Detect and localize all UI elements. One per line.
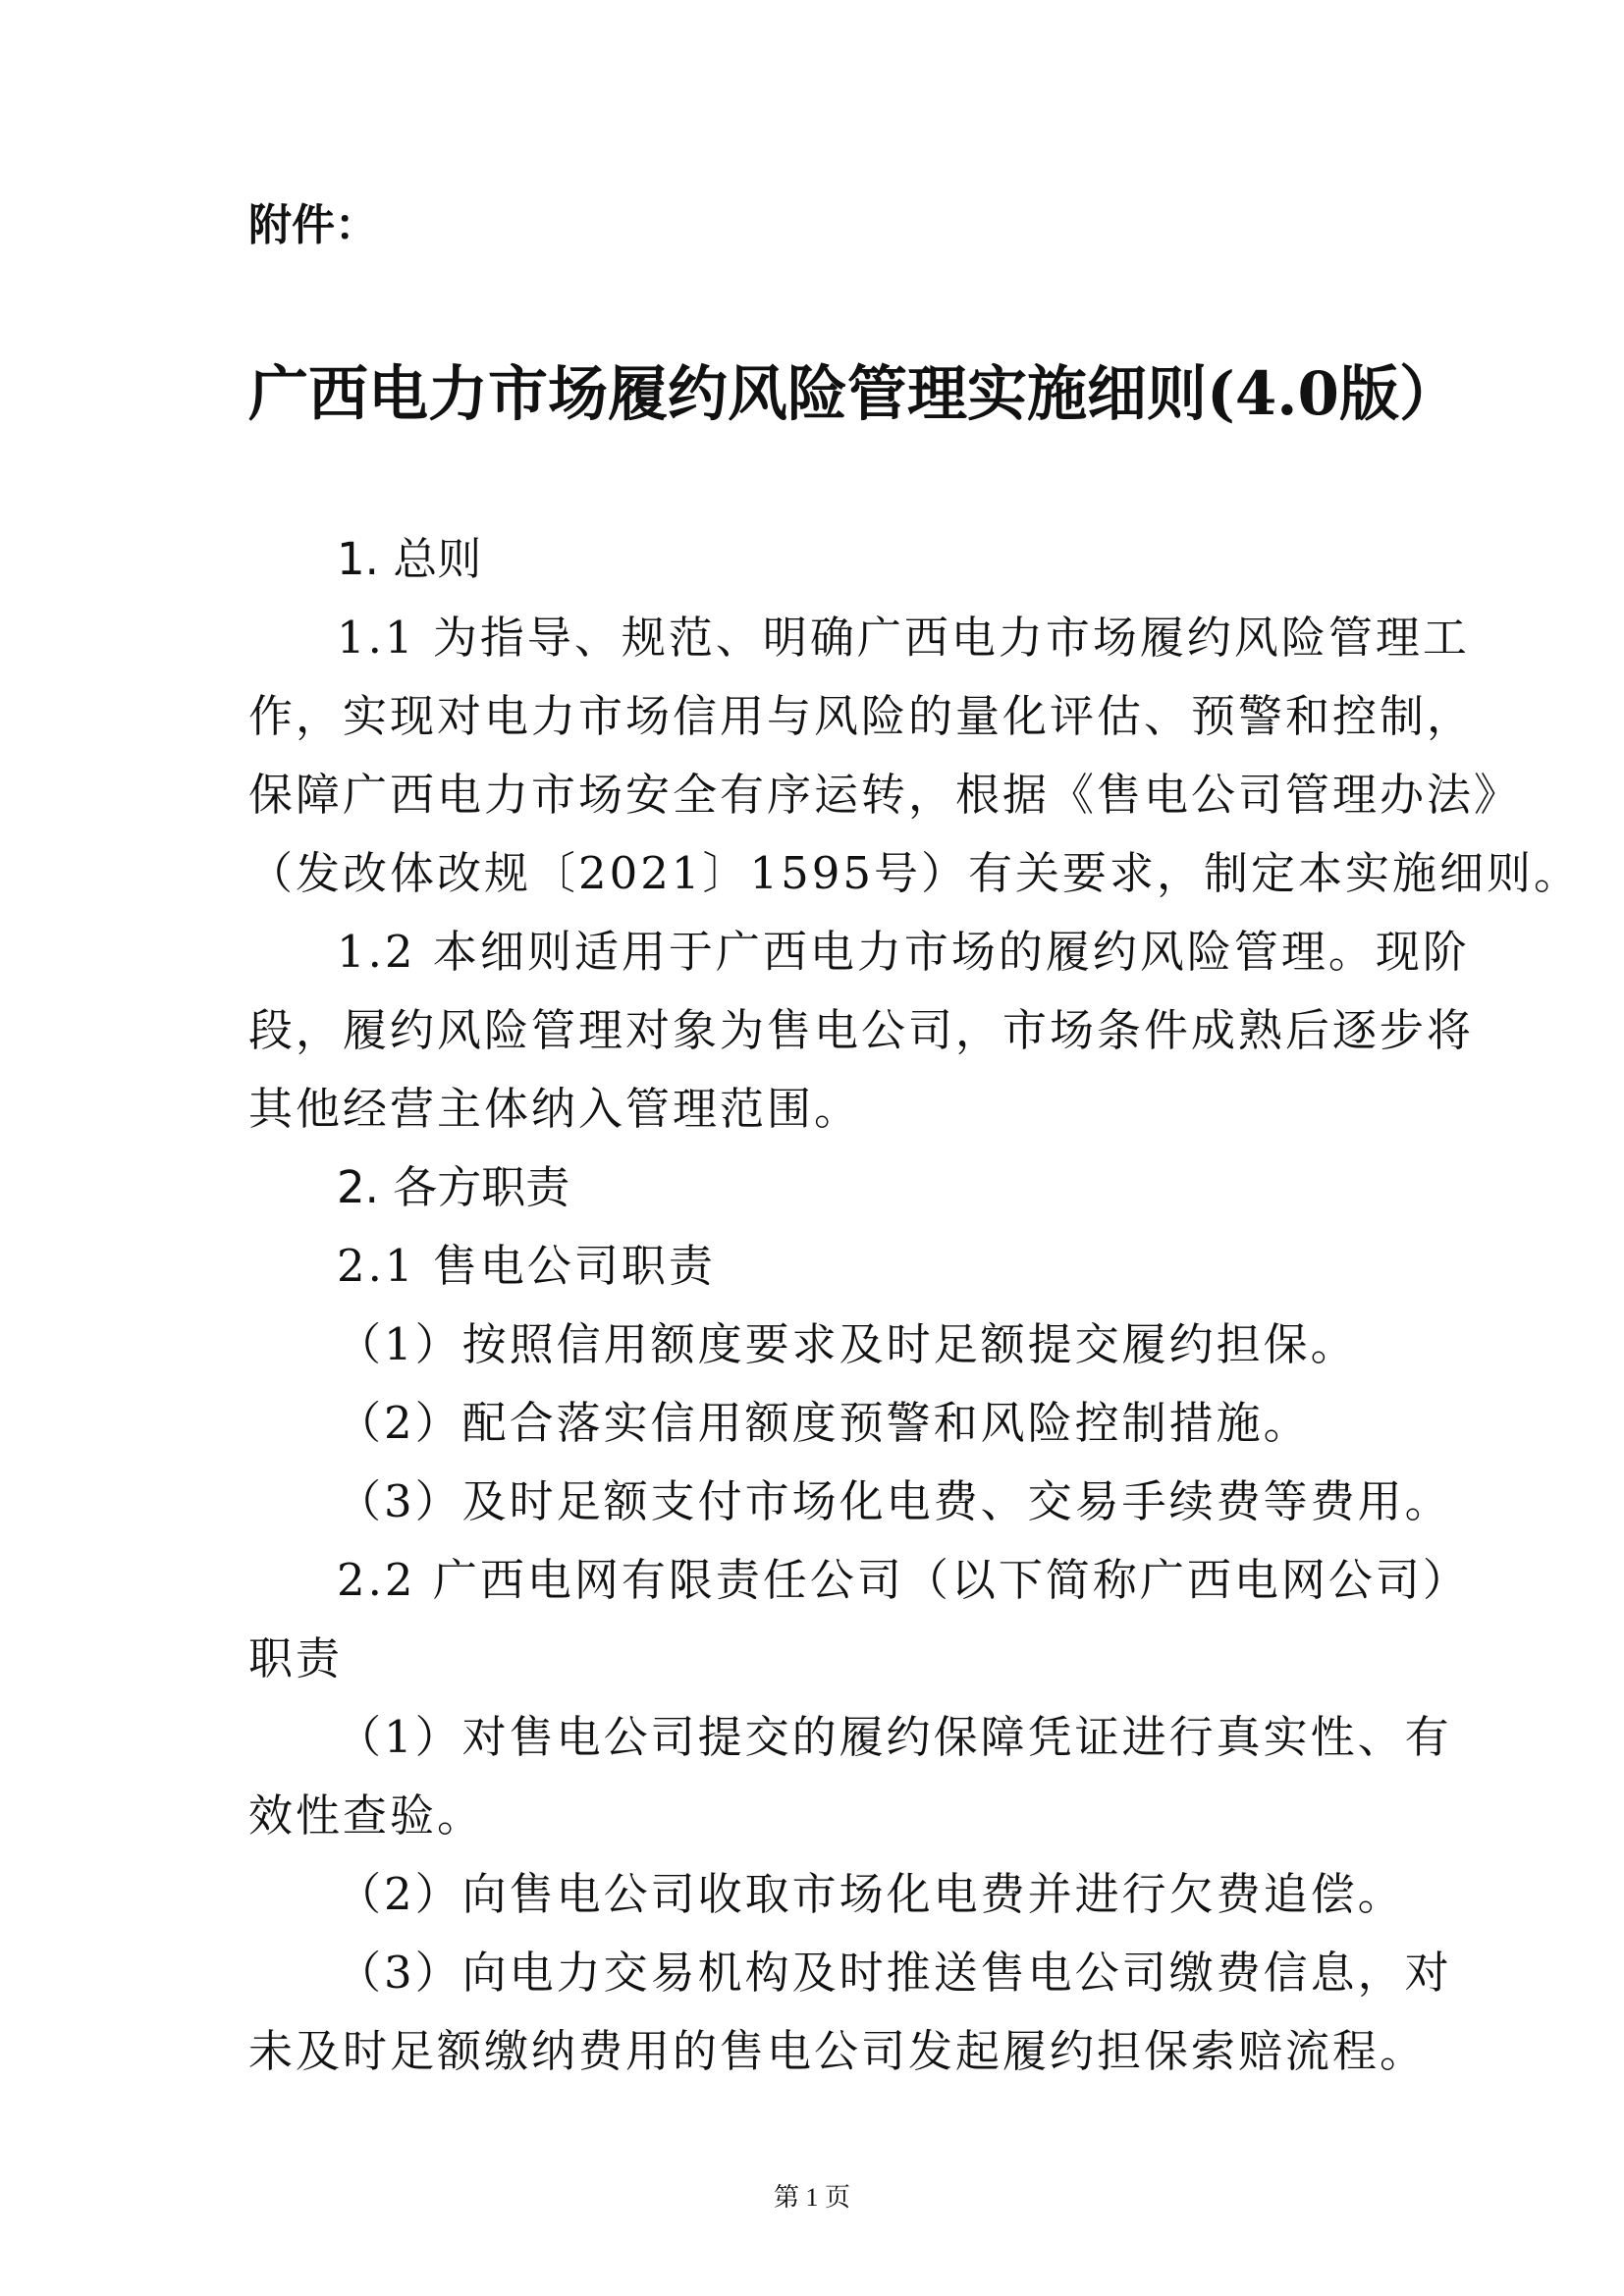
paragraph-1-1-line: 1.1 为指导、规范、明确广西电力市场履约风险管理工 xyxy=(337,612,1470,664)
attachment-label: 附件： xyxy=(248,200,378,250)
list-item: 效性查验。 xyxy=(248,1789,485,1842)
section-1-heading: 1. 总则 xyxy=(337,533,482,585)
subsection-2-1-heading: 2.1 售电公司职责 xyxy=(337,1240,716,1292)
paragraph-1-2-line: 其他经营主体纳入管理范围。 xyxy=(248,1083,862,1135)
page-number: 第 1 页 xyxy=(773,2183,850,2212)
paragraph-1-1-line: 作，实现对电力市场信用与风险的量化评估、预警和控制， xyxy=(248,690,1475,742)
list-item: （2）向售电公司收取市场化电费并进行欠费追偿。 xyxy=(337,1868,1405,1920)
document-title: 广西电力市场履约风险管理实施细则(4.0版） xyxy=(248,359,1459,429)
list-item: （2）配合落实信用额度预警和风险控制措施。 xyxy=(337,1397,1311,1449)
subsection-2-2-heading: 职责 xyxy=(248,1632,344,1684)
paragraph-1-2-line: 段，履约风险管理对象为售电公司，市场条件成熟后逐步将 xyxy=(248,1004,1475,1056)
paragraph-1-2-line: 1.2 本细则适用于广西电力市场的履约风险管理。现阶 xyxy=(337,926,1470,978)
paragraph-1-1-line: 保障广西电力市场安全有序运转，根据《售电公司管理办法》 xyxy=(248,769,1522,821)
list-item: （1）对售电公司提交的履约保障凭证进行真实性、有 xyxy=(337,1711,1452,1763)
paragraph-1-1-line: （发改体改规〔2021〕1595号）有关要求，制定本实施细则。 xyxy=(248,847,1582,899)
list-item: （3）向电力交易机构及时推送售电公司缴费信息，对 xyxy=(337,1947,1452,1999)
list-item: （3）及时足额支付市场化电费、交易手续费等费用。 xyxy=(337,1475,1452,1527)
list-item: 未及时足额缴纳费用的售电公司发起履约担保索赔流程。 xyxy=(248,2025,1428,2077)
subsection-2-2-heading: 2.2 广西电网有限责任公司（以下简称广西电网公司） xyxy=(337,1554,1470,1606)
section-2-heading: 2. 各方职责 xyxy=(337,1161,570,1213)
list-item: （1）按照信用额度要求及时足额提交履约担保。 xyxy=(337,1318,1358,1370)
